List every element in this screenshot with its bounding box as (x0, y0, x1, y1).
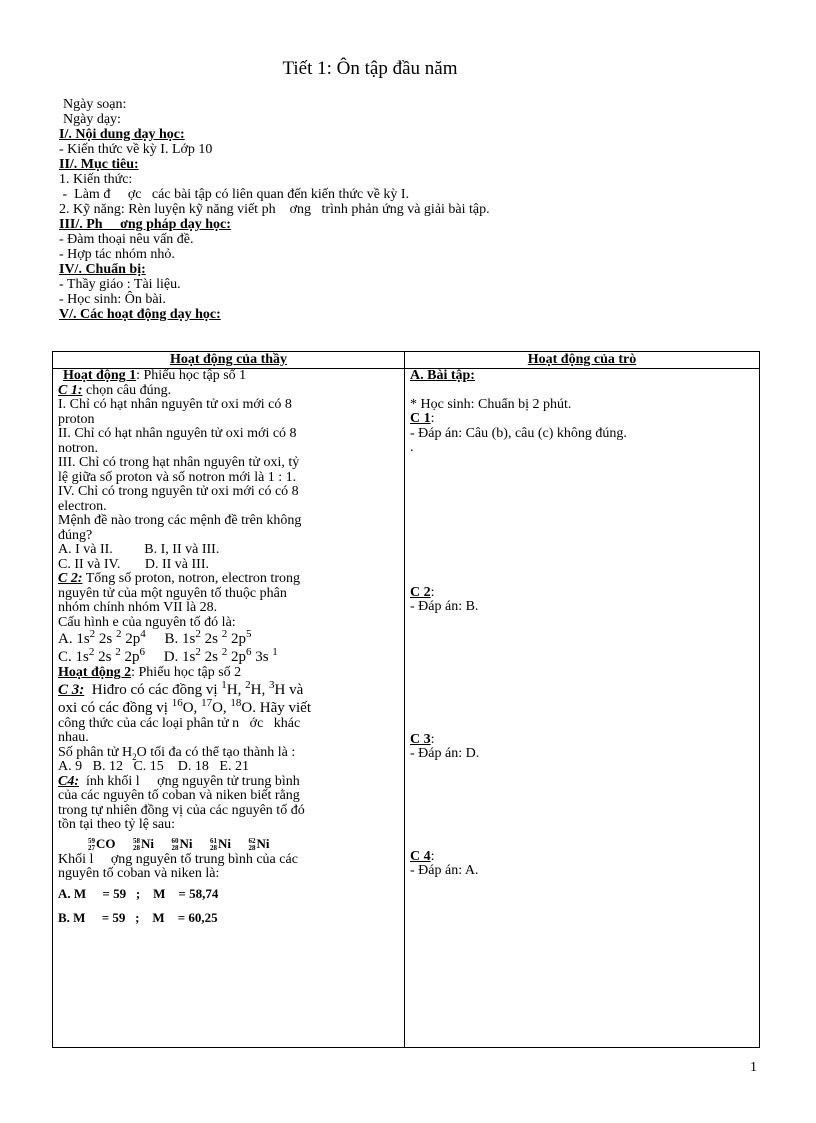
ngay-soan: Ngày soạn: (63, 97, 127, 112)
section-4-line-2: - Học sinh: Ôn bài. (59, 292, 166, 307)
lesson-header (59, 97, 759, 322)
section-4-line-1: - Thầy giáo : Tài liệu. (59, 277, 181, 292)
student-activities-cell: A. Bài tập: * Học sinh: Chuẩn bị 2 phút. C 1: - Đáp án: Câu (b), câu (c) không đúng. . C 2: - Đáp án: B. C 3: - Đáp án: D. C 4: - Đáp án: A. (405, 369, 760, 1048)
section-4-heading: IV/. Chuẩn bị: (59, 262, 146, 277)
q1-statement-iv-cont: electron. (58, 498, 107, 514)
question-1-text: chọn câu đúng. (82, 382, 172, 398)
q3-line-2-pre: oxi có các đồng vị (58, 699, 172, 716)
section-2-line-2: - Làm đ ợc các bài tập có liên quan đến kiến thức về kỳ I. (59, 187, 410, 202)
section-3-line-2: - Hợp tác nhóm nhỏ. (59, 247, 175, 262)
question-2-label: C 2: (58, 571, 83, 586)
q4-option-a: A. M = 59 ; M = 58,74 (58, 885, 219, 901)
q2-options-ab: A. $1s^2$ 2s $^2$ $2p^4$ B. $1s^2$ 2s $^2$ $2p^5$ (58, 628, 252, 647)
q1-options-cd: C. II và IV. D. II và III. (58, 556, 209, 572)
q4-line-6: nguyên tố coban và niken là: (58, 866, 220, 881)
q2-line-3: nhóm chính nhóm VII là 28. (58, 600, 218, 615)
q3-options: A. 9 B. 12 C. 15 D. 18 E. 21 (58, 759, 249, 774)
student-prep: * Học sinh: Chuẩn bị 2 phút. (410, 396, 572, 412)
q3-line-3: công thức của các loại phân tử n ớc khác (58, 715, 301, 731)
question-3-text: Hiđro có các đồng vị (84, 681, 222, 698)
q3-line-2-post: . Hãy viết (252, 699, 311, 716)
section-2-heading: II/. Mục tiêu: (59, 157, 139, 172)
q1-statement-iii: III. Chỉ có trong hạt nhân nguyên tử oxi, tỷ (58, 455, 300, 470)
q4-line-2: của các nguyên tố coban và niken biết rằng (58, 788, 300, 803)
page-title: Tiết 1: Ôn tập đầu năm (282, 58, 458, 79)
q1-options-ab: A. I và II. B. I, II và III. (58, 542, 220, 557)
answer-1-label: C 1 (410, 411, 431, 426)
answer-1-dot: . (410, 440, 414, 455)
isotope-ni-61: 61 28 Ni (210, 836, 231, 852)
q1-statement-ii-cont: notron. (58, 440, 99, 456)
isotope-ni-58: 58 28 Ni (133, 836, 154, 852)
q1-statement-iii-cont: lệ giữa số proton và số notron mới là 1 : 1. (58, 469, 297, 485)
activity-1-label: Hoạt động 1 (63, 368, 137, 383)
q1-statement-iv: IV. Chỉ có trong nguyên tử oxi mới có có 8 (58, 484, 299, 499)
q4-line-4: tồn tại theo tỷ lệ sau: (58, 817, 176, 832)
q3-line-4: nhau. (58, 730, 89, 745)
activity-2-text: : Phiếu học tập số 2 (131, 665, 242, 680)
q2-options-cd: C. $1s^2$ 2s $^2$ $2p^6$ D. $1s^2$ 2s $^2$ $2p^6$ 3s $^1$ (58, 646, 278, 665)
answer-4-label: C 4 (410, 848, 431, 864)
answer-2-text: - Đáp án: B. (410, 599, 479, 614)
isotope-co-59: 59 27 CO (88, 836, 116, 852)
answer-1-text: - Đáp án: Câu (b), câu (c) không đúng. (410, 425, 627, 441)
section-2-line-1: 1. Kiến thức: (59, 172, 133, 187)
q1-statement-i-cont: proton (58, 411, 95, 427)
q2-line-4: Cấu hình e của nguyên tố đó là: (58, 614, 236, 630)
isotope-ni-62: 62 28 Ni (248, 836, 270, 852)
section-1-heading: I/. Nội dung dạy học: (59, 127, 185, 142)
q4-line-3: trong tự nhiên đồng vị của các nguyên tố đó (58, 802, 305, 818)
section-3-line-1: - Đàm thoại nêu vấn đề. (59, 232, 194, 247)
q4-line-5: Khối l ợng nguyên tố trung bình của các (58, 851, 298, 867)
teacher-column-header: Hoạt động của thầy (53, 352, 405, 369)
answer-2-label: C 2 (410, 584, 431, 600)
answer-4-text: - Đáp án: A. (410, 863, 479, 878)
section-2-line-3: 2. Kỹ năng: Rèn luyện kỹ năng viết ph ơng trình phản ứng và giải bài tập. (59, 202, 490, 217)
q2-line-2: nguyên tử của một nguyên tố thuộc phân (58, 585, 287, 601)
isotope-ni-60: 60 28 Ni (171, 836, 193, 852)
q1-question-cont: đúng? (58, 527, 93, 543)
q1-statement-i: I. Chỉ có hạt nhân nguyên tử oxi mới có 8 (58, 397, 292, 412)
question-4-label: C4: (58, 773, 79, 789)
section-3-heading: III/. Ph ơng pháp dạy học: (59, 217, 231, 232)
page-number: 1 (750, 1060, 757, 1075)
q3-line-5-post: O tối đa có thể tạo thành là : (136, 744, 296, 760)
ngay-day: Ngày dạy: (63, 112, 121, 127)
section-1-line: - Kiến thức về kỳ I. Lớp 10 (59, 142, 213, 157)
q3-line-5-pre: Số phân tử H (58, 744, 133, 760)
exercise-heading: A. Bài tập: (410, 368, 475, 383)
q4-isotopes (58, 833, 399, 853)
question-3-label: C 3: (58, 681, 85, 698)
answer-1-colon: : (430, 411, 435, 426)
answer-3-text: - Đáp án: D. (410, 746, 480, 761)
section-5-heading: V/. Các hoạt động dạy học: (59, 307, 221, 322)
q1-statement-ii: II. Chỉ có hạt nhân nguyên tử oxi mới có 8 (58, 426, 297, 441)
q4-option-b: B. M = 59 ; M = 60,25 (58, 909, 218, 925)
activities-table (52, 351, 760, 1048)
q1-question: Mệnh đề nào trong các mệnh đề trên không (58, 513, 302, 528)
activity-2-label: Hoạt động 2 (58, 665, 132, 680)
activity-1-text: : Phiếu học tập số 1 (136, 368, 247, 383)
student-column-header: Hoạt động của trò (405, 352, 760, 369)
teacher-activities-cell: Hoạt động 1: Phiếu học tập số 1 C 1: chọn câu đúng. I. Chỉ có hạt nhân nguyên tử oxi mới có 8 proton II. Chỉ có hạt nhân nguyên tử oxi mới có 8 notron. III. Chỉ có trong hạt nhân nguyên tử oxi, tỷ lệ giữa số proton và số notron mới là 1 : 1. IV. Chỉ có trong nguyên tử oxi mới có có 8 electron. Mệnh đề nào trong các mệnh đề trên không đúng? A. I và II. B. I, II và III. C. II và IV. D. II và III. C 2: Tổng số proton, notron, electron trong nguyên tử của một nguyên tố thuộc phân nhóm chính nhóm VII là 28. Cấu hình e của nguyên tố đó là: A. $1s^2$ 2s $^2$ $2p^4$ B. $1s^2$ 2s $^2$ $2p^5$ C. $1s^2$ 2s $^2$ $2p^6$ D. $1s^2$ 2s $^2$ $2p^6$ 3s $^1$ Hoạt động 2: Phiếu học tập số 2 C 3: Hiđro có các đồng vị $^1$H, $^2$H, $^3$H và oxi có các đồng vị $^{16}$O, $^{17}$O, $^{18}$O. Hãy viết công thức của các loại phân tử n ớc khác nhau. Số phân tử $H_2O$ tối đa có thể tạo thành là : A. 9 B. 12 C. 15 D. 18 E. 21 C4: ính khối l ợng nguyên tử trung bình của các nguyên tố coban và niken biết rằng trong tự nhiên đồng vị của các nguyên tố đó tồn tại theo tỷ lệ sau: 59 27 CO 58 28 Ni 60 28 Ni 61 28 Ni 62 28 Ni Khối l ợng nguyên tố trung bình của các nguyên tố coban và niken là: A. M = 59 ; M = 58,74 B. M = 59 ; M = 60,25 (53, 369, 405, 1048)
question-2-text: Tổng số proton, notron, electron trong (82, 571, 300, 586)
question-4-text: ính khối l ợng nguyên tử trung bình (79, 773, 300, 789)
question-1-label: C 1: (58, 382, 83, 398)
answer-3-label: C 3 (410, 731, 431, 747)
